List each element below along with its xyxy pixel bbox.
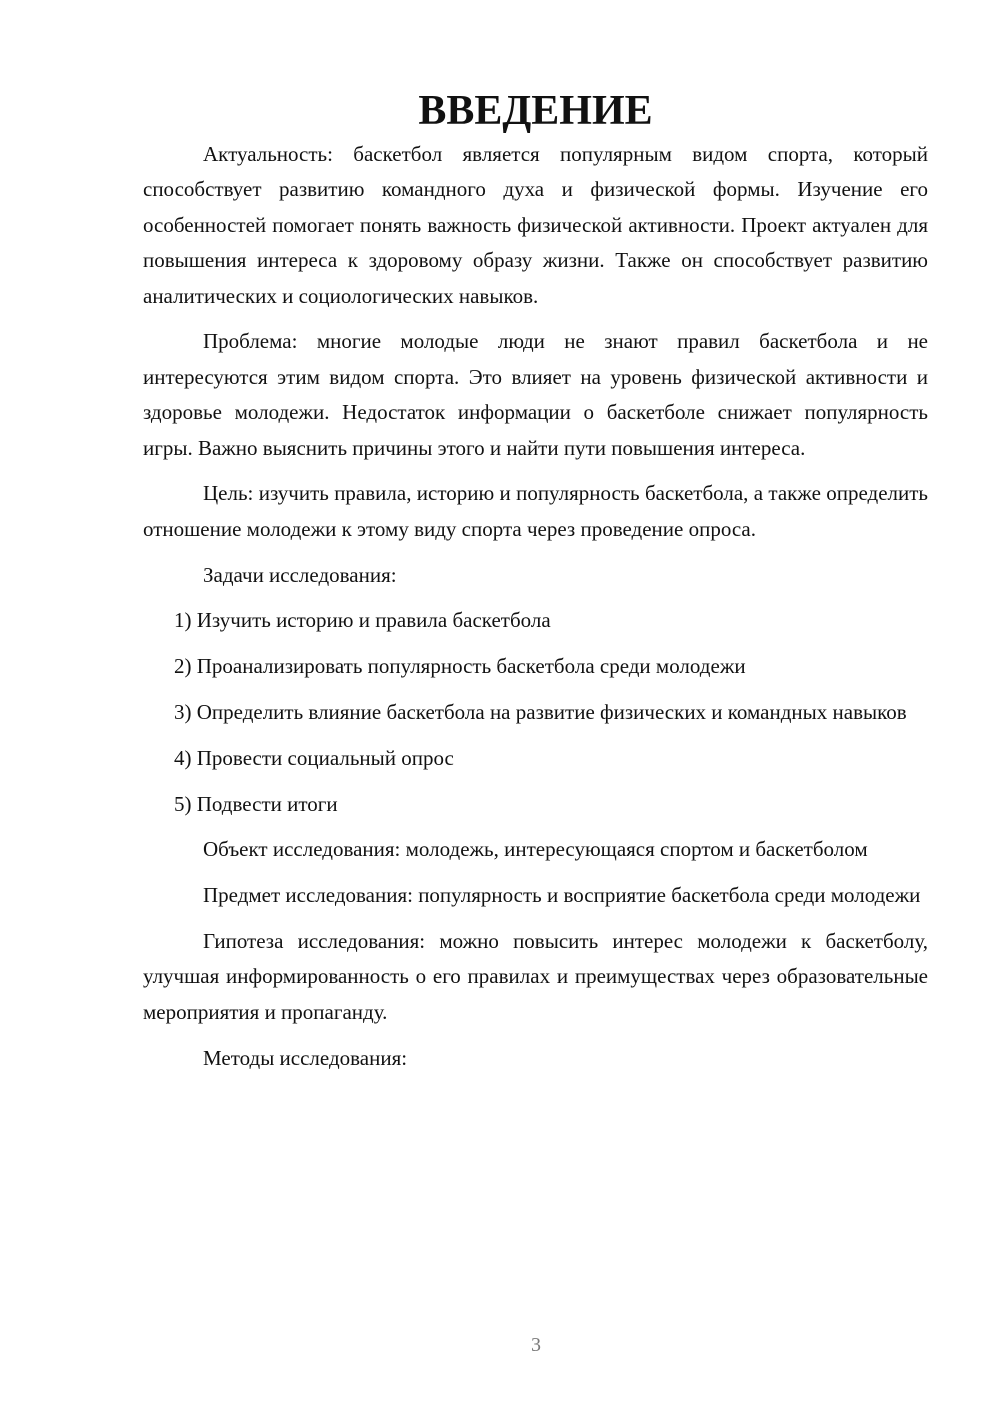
tasks-intro: Задачи исследования: [203,562,397,587]
page-number: 3 [531,1334,541,1356]
subject-paragraph: Предмет исследования: популярность и восприятие баскетбола среди молодежи [203,883,921,908]
section-heading: ВВЕДЕНИЕ [418,88,653,134]
task-item-2: 2) Проанализировать популярность баскетбола среди молодежи [174,654,746,679]
task-item-4: 4) Провести социальный опрос [174,745,454,770]
relevance-paragraph: Актуальность: баскетбол является популярным видом спорта, который способствует развитию командного духа и физической формы. Изучение его особенностей помогает понять важность физической активности. Проект актуален для повышения интереса к здоровому образу жизни. Также он способствует развитию аналитических и социологических навыков. [143,142,928,308]
methods-paragraph: Методы исследования: [203,1045,408,1070]
task-item-5: 5) Подвести итоги [174,791,338,816]
goal-paragraph: Цель: изучить правила, историю и популярность баскетбола, а также определить отношение молодежи к этому виду спорта через проведение опроса. [143,481,928,541]
task-item-1: 1) Изучить историю и правила баскетбола [174,608,551,633]
object-paragraph: Объект исследования: молодежь, интересующаяся спортом и баскетболом [203,837,868,862]
task-item-3: 3) Определить влияние баскетбола на развитие физических и командных навыков [174,700,907,725]
hypothesis-paragraph: Гипотеза исследования: можно повысить интерес молодежи к баскетболу, улучшая информированность о его правилах и преимуществах через образовательные мероприятия и пропаганду. [143,929,928,1024]
problem-paragraph: Проблема: многие молодые люди не знают правил баскетбола и не интересуются этим видом спорта. Это влияет на уровень физической активности и здоровье молодежи. Недостаток информации о баскетболе снижает популярность игры. Важно выяснить причины этого и найти пути повышения интереса. [143,329,928,460]
page-content [143,88,928,1086]
